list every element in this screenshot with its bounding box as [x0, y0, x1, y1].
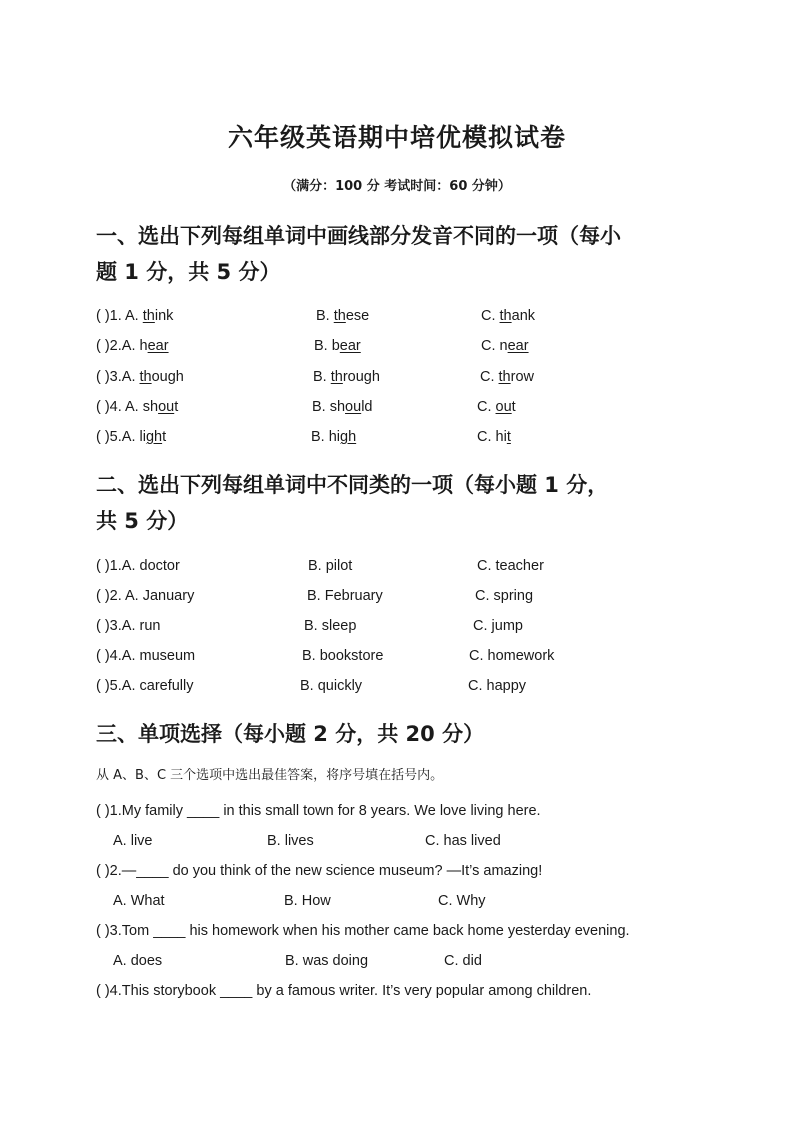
s1-question-4	[96, 397, 736, 417]
section2-heading-line1: 二、选出下列每组单词中不同类的一项（每小题 1 分，	[96, 473, 609, 497]
s3-question-3-options	[96, 951, 736, 971]
s2-q4-option-c: C. homework	[469, 648, 555, 664]
s2-q2-option-c: C. spring	[475, 588, 534, 604]
exam-info: （满分：100 分 考试时间：60 分钟）	[283, 179, 511, 194]
s1-q4-option-b: B. should	[312, 399, 373, 415]
s2-question-4	[96, 646, 736, 666]
s2-q4-option-a: ( )4.A. museum	[96, 648, 196, 664]
section2-heading-line2: 共 5 分）	[96, 509, 189, 533]
s1-question-2	[96, 336, 736, 356]
s1-q2-option-b: B. bear	[314, 338, 361, 354]
s3-q1-option-a: A. live	[113, 833, 153, 849]
s3-q2-option-a: A. What	[113, 893, 165, 909]
s1-q3-option-b: B. through	[313, 369, 380, 385]
s3-question-4-text: ( )4.This storybook ____ by a famous writer. It’s very popular among children.	[96, 983, 592, 999]
section1-heading-line2: 题 1 分，共 5 分）	[96, 260, 281, 284]
s2-q5-option-b: B. quickly	[300, 678, 363, 694]
s1-q1-option-a: ( )1. A. think	[96, 308, 174, 324]
s2-question-3	[96, 616, 736, 636]
s3-question-1-options	[96, 831, 736, 851]
s2-q2-option-b: B. February	[307, 588, 383, 604]
s3-question-3-text: ( )3.Tom ____ his homework when his mother came back home yesterday evening.	[96, 923, 630, 939]
s1-q2-option-c: C. near	[481, 338, 529, 354]
s1-q4-option-a: ( )4. A. shout	[96, 399, 179, 415]
s1-q1-option-b: B. these	[316, 308, 370, 324]
s2-q5-option-a: ( )5.A. carefully	[96, 678, 194, 694]
s2-question-5	[96, 676, 736, 696]
s1-q5-option-c: C. hit	[477, 429, 511, 445]
s2-question-2	[96, 586, 736, 606]
s2-question-1	[96, 556, 736, 576]
section1-heading	[96, 218, 716, 290]
s3-q3-option-a: A. does	[113, 953, 163, 969]
section2-heading	[96, 467, 716, 539]
s3-question-1-text: ( )1.My family ____ in this small town for 8 years. We love living here.	[96, 803, 541, 819]
s1-q1-option-c: C. thank	[481, 308, 536, 324]
s3-q1-option-b: B. lives	[267, 833, 314, 849]
s3-q1-option-c: C. has lived	[425, 833, 501, 849]
s3-question-2-text: ( )2.—____ do you think of the new science museum? —It’s amazing!	[96, 863, 543, 879]
s1-q5-option-b: B. high	[311, 429, 357, 445]
s1-question-3	[96, 367, 736, 387]
s3-q3-option-b: B. was doing	[285, 953, 369, 969]
s2-q2-option-a: ( )2. A. January	[96, 588, 195, 604]
section3-instructions: 从 A、B、C 三个选项中选出最佳答案，将序号填在括号内。	[96, 768, 444, 783]
s2-q1-option-b: B. pilot	[308, 558, 353, 574]
s2-q1-option-a: ( )1.A. doctor	[96, 558, 180, 574]
s3-question-2-options	[96, 891, 736, 911]
s2-q3-option-c: C. jump	[473, 618, 523, 634]
s2-q4-option-b: B. bookstore	[302, 648, 384, 664]
s2-q1-option-c: C. teacher	[477, 558, 544, 574]
s3-q2-option-c: C. Why	[438, 893, 486, 909]
s1-q5-option-a: ( )5.A. light	[96, 429, 167, 445]
s2-q3-option-b: B. sleep	[304, 618, 357, 634]
s1-question-5	[96, 427, 736, 447]
s1-q3-option-a: ( )3.A. though	[96, 369, 184, 385]
section3-heading: 三、单项选择（每小题 2 分，共 20 分）	[96, 722, 485, 746]
s2-q5-option-c: C. happy	[468, 678, 527, 694]
s2-q3-option-a: ( )3.A. run	[96, 618, 161, 634]
s1-q3-option-c: C. throw	[480, 369, 534, 385]
s1-q2-option-a: ( )2.A. hear	[96, 338, 169, 354]
page-title: 六年级英语期中培优模拟试卷	[227, 123, 566, 152]
s3-q2-option-b: B. How	[284, 893, 331, 909]
section1-heading-line1: 一、选出下列每组单词中画线部分发音不同的一项（每小	[96, 224, 621, 248]
s3-q3-option-c: C. did	[444, 953, 482, 969]
s1-question-1	[96, 306, 736, 326]
s1-q4-option-c: C. out	[477, 399, 516, 415]
